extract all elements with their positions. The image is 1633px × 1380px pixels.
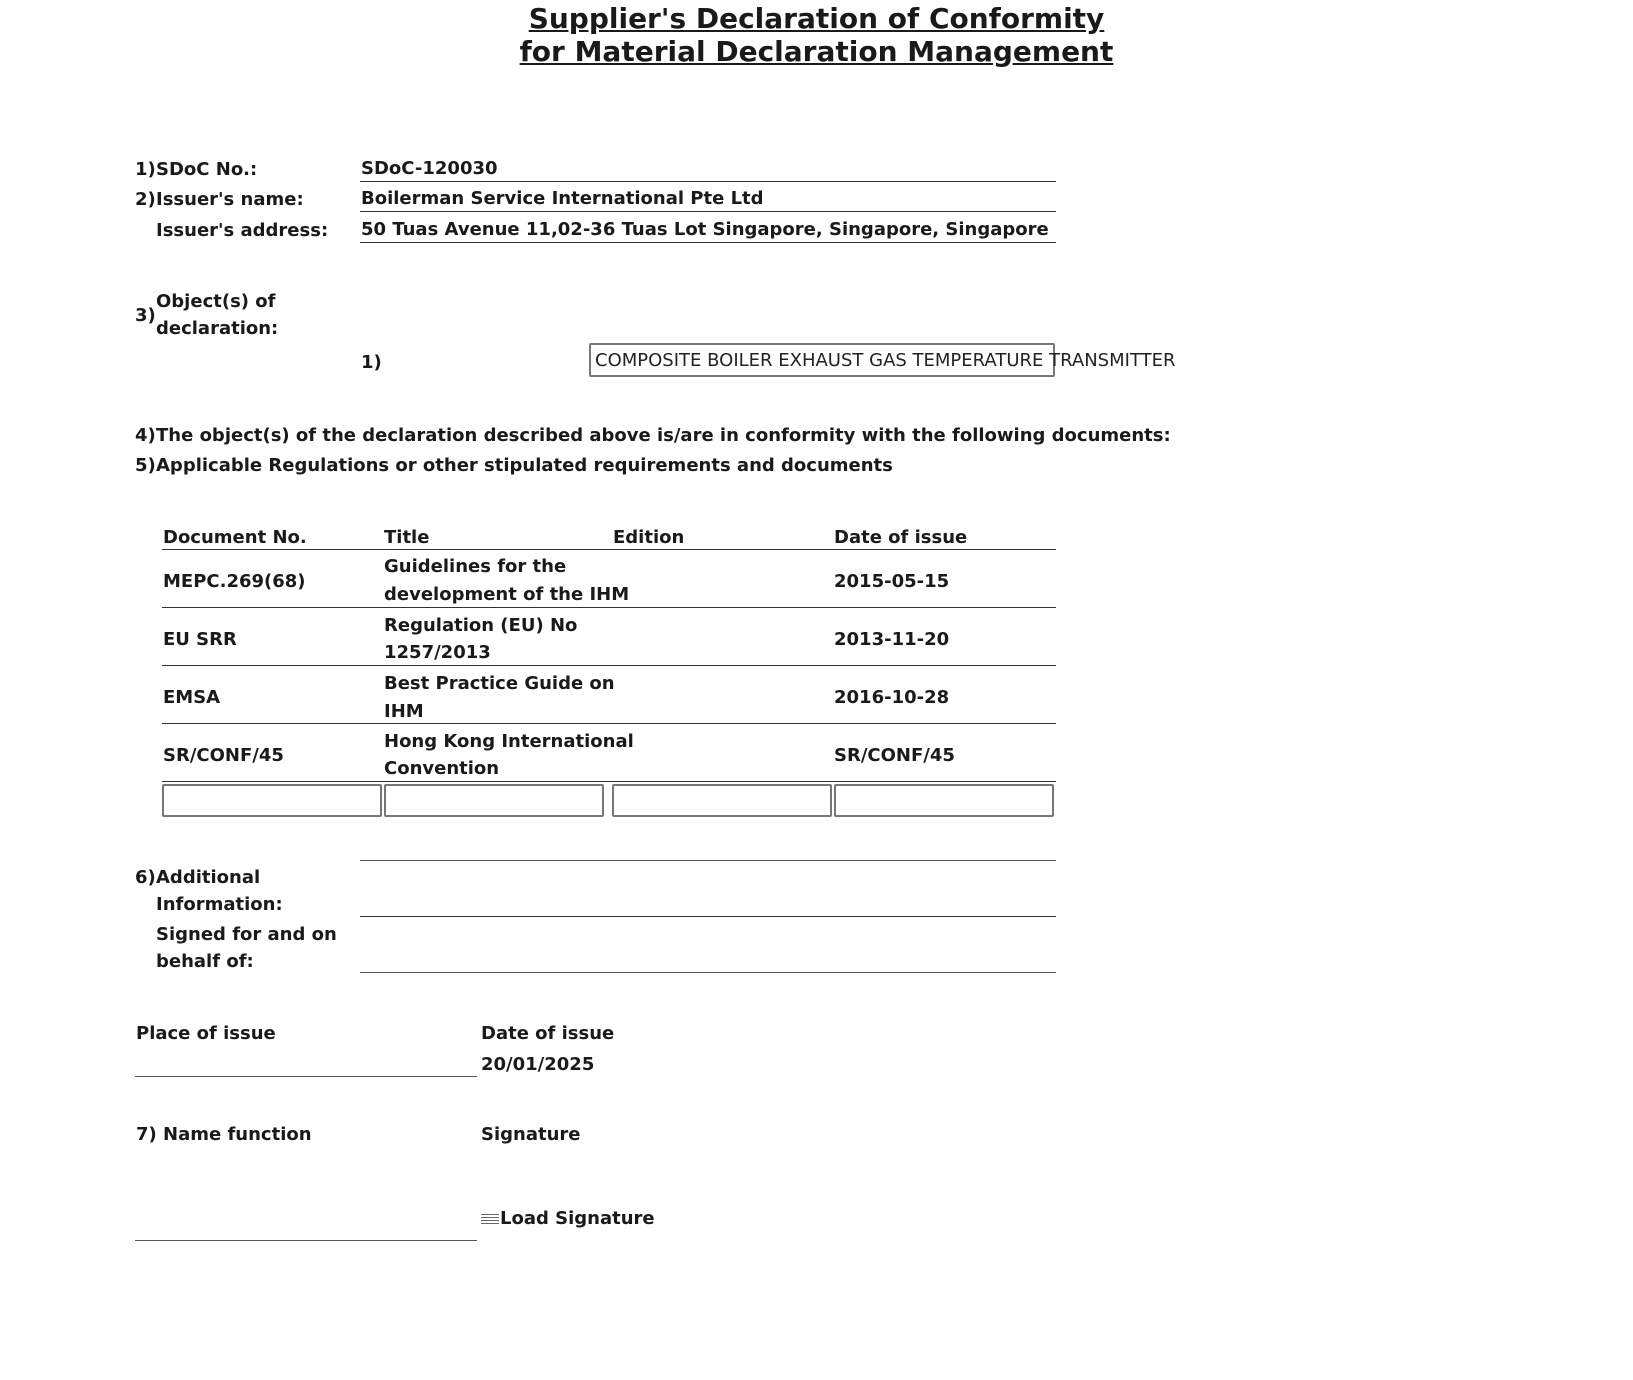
issuer-address-underline: [360, 242, 1056, 243]
date-of-issue-label: Date of issue: [481, 1023, 615, 1044]
row-title-line2: 1257/2013: [384, 642, 491, 663]
place-of-issue-field[interactable]: [135, 1076, 477, 1077]
page-title-line2: for Material Declaration Management: [519, 35, 1114, 68]
load-signature-button[interactable]: [481, 1205, 655, 1233]
sdoc-number-value: SDoC-120030: [361, 158, 498, 179]
row-document-no: EU SRR: [163, 629, 237, 650]
place-of-issue-label: Place of issue: [136, 1023, 276, 1044]
issuer-name-index: 2): [135, 189, 156, 210]
signature-label: Signature: [481, 1124, 581, 1145]
row-title-line1: Hong Kong International: [384, 731, 634, 752]
new-document-no-input[interactable]: [162, 784, 382, 817]
row-rule: [162, 723, 1056, 724]
issuer-name-label: Issuer's name:: [156, 189, 304, 210]
sdoc-number-label: SDoC No.:: [156, 159, 258, 180]
row-rule: [162, 607, 1056, 608]
row-date: 2013-11-20: [834, 629, 950, 650]
issuer-name-underline: [360, 211, 1056, 212]
file-lines-icon: [481, 1214, 499, 1225]
issuer-name-value: Boilerman Service International Pte Ltd: [361, 188, 764, 209]
table-header-rule: [162, 549, 1056, 550]
row-rule: [162, 781, 1056, 782]
row-document-no: MEPC.269(68): [163, 571, 306, 592]
regulations-text: Applicable Regulations or other stipulated requirements and documents: [156, 455, 893, 476]
object-item-index: 1): [361, 352, 382, 373]
signed-for-label-line2: behalf of:: [156, 951, 254, 972]
row-title-line2: Convention: [384, 758, 500, 779]
row-title-line2: IHM: [384, 701, 424, 722]
row-title-line2: development of the IHM: [384, 584, 630, 605]
col-header-document-no: Document No.: [163, 527, 307, 548]
name-function-field[interactable]: [135, 1240, 477, 1241]
additional-index: 6): [135, 867, 156, 888]
row-date: 2015-05-15: [834, 571, 950, 592]
new-date-input[interactable]: [834, 784, 1054, 817]
issuer-address-label: Issuer's address:: [156, 220, 329, 241]
additional-label-line2: Information:: [156, 894, 283, 915]
objects-label-line2: declaration:: [156, 318, 279, 339]
sdoc-number-underline: [360, 181, 1056, 182]
regulations-index: 5): [135, 455, 156, 476]
row-date: SR/CONF/45: [834, 745, 955, 766]
issuer-address-value: 50 Tuas Avenue 11,02-36 Tuas Lot Singapore, Singapore, Singapore: [361, 219, 1049, 240]
row-rule: [162, 665, 1056, 666]
sdoc-number-index: 1): [135, 159, 156, 180]
objects-index: 3): [135, 305, 156, 326]
signed-for-field[interactable]: [360, 972, 1056, 973]
additional-info-field[interactable]: [360, 916, 1056, 917]
new-edition-input[interactable]: [612, 784, 832, 817]
name-function-label: 7) Name function: [136, 1124, 312, 1145]
load-signature-label: Load Signature: [500, 1208, 655, 1229]
row-date: 2016-10-28: [834, 687, 950, 708]
row-document-no: EMSA: [163, 687, 221, 708]
page-title-line1: Supplier's Declaration of Conformity: [528, 2, 1105, 35]
row-title-line1: Best Practice Guide on: [384, 673, 615, 694]
date-of-issue-value: 20/01/2025: [481, 1054, 595, 1075]
new-title-input[interactable]: [384, 784, 604, 817]
row-document-no: SR/CONF/45: [163, 745, 284, 766]
col-header-date-of-issue: Date of issue: [834, 527, 968, 548]
col-header-title: Title: [384, 527, 430, 548]
col-header-edition: Edition: [613, 527, 685, 548]
row-title-line1: Guidelines for the: [384, 556, 567, 577]
signed-for-label-line1: Signed for and on: [156, 924, 337, 945]
conformity-text: The object(s) of the declaration described above is/are in conformity with the following documents:: [156, 425, 1171, 446]
additional-label-line1: Additional: [156, 867, 261, 888]
object-item-input[interactable]: COMPOSITE BOILER EXHAUST GAS TEMPERATURE TRANSMITTER: [589, 343, 1055, 377]
additional-top-rule: [360, 860, 1056, 861]
conformity-index: 4): [135, 425, 156, 446]
objects-label-line1: Object(s) of: [156, 291, 276, 312]
row-title-line1: Regulation (EU) No: [384, 615, 578, 636]
